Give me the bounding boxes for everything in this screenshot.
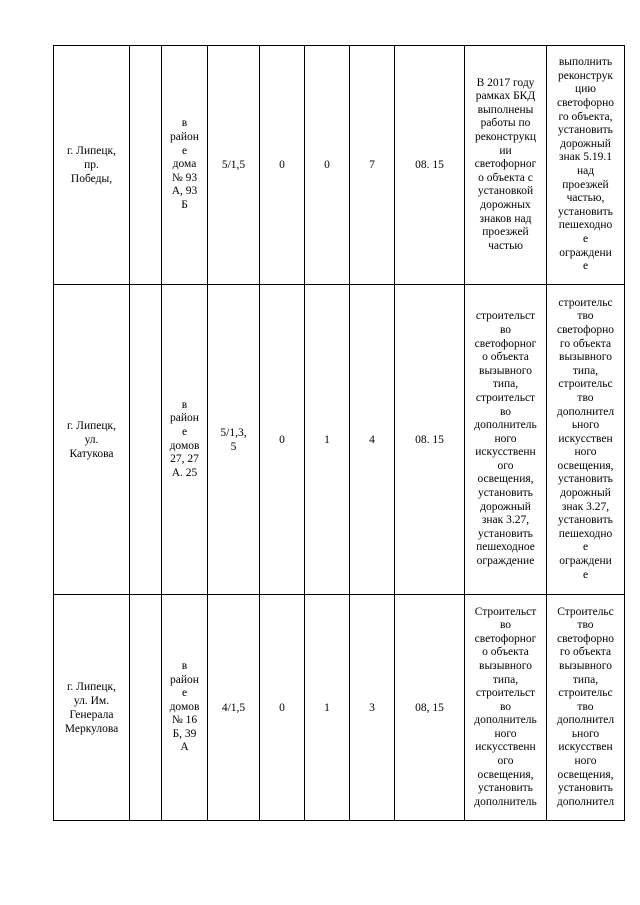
category-cell: 4/1,5	[208, 595, 260, 821]
location-cell: г. Липецк, ул. Им. Генерала Меркулова	[54, 595, 130, 821]
address-cell: в район е дома № 93 А, 93 Б	[162, 46, 208, 285]
value-cell-3: 3	[350, 595, 395, 821]
document-table	[53, 45, 625, 821]
location-cell: г. Липецк, пр. Победы,	[54, 46, 130, 285]
value-cell-1: 0	[260, 595, 305, 821]
completed-work-cell: Строительст во светофорног о объекта вызывного типа, строительст во дополнитель ного искусственн ого освещения, установить дополнитель	[465, 595, 547, 821]
category-cell: 5/1,3, 5	[208, 285, 260, 595]
value-cell-2: 0	[305, 46, 350, 285]
value-cell-3: 7	[350, 46, 395, 285]
date-cell: 08. 15	[395, 46, 465, 285]
empty-cell	[130, 595, 162, 821]
table-row	[54, 46, 625, 285]
table-row	[54, 285, 625, 595]
date-cell: 08. 15	[395, 285, 465, 595]
table-row	[54, 595, 625, 821]
address-cell: в район е домов 27, 27 А. 25	[162, 285, 208, 595]
value-cell-1: 0	[260, 46, 305, 285]
value-cell-3: 4	[350, 285, 395, 595]
required-work-cell: выполнить реконструк цию светофорно го объекта, установить дорожный знак 5.19.1 над проезжей частью, установить пешеходно е ограждени е	[547, 46, 625, 285]
address-cell: в район е домов № 16 Б, 39 А	[162, 595, 208, 821]
value-cell-2: 1	[305, 595, 350, 821]
completed-work-cell: В 2017 году рамках БКД выполнены работы по реконструкц ии светофорног о объекта с установкой дорожных знаков над проезжей частью	[465, 46, 547, 285]
completed-work-cell: строительст во светофорног о объекта вызывного типа, строительст во дополнитель ного искусственн ого освещения, установить дорожный знак 3.27, установить пешеходное ограждение	[465, 285, 547, 595]
required-work-cell: Строительс тво светофорно го объекта вызывного типа, строительс тво дополнител ьного искусствен ного освещения, установить дополнител	[547, 595, 625, 821]
empty-cell	[130, 46, 162, 285]
date-cell: 08, 15	[395, 595, 465, 821]
location-cell: г. Липецк, ул. Катукова	[54, 285, 130, 595]
required-work-cell: строительс тво светофорно го объекта вызывного типа, строительс тво дополнител ьного искусствен ного освещения, установить дорожный знак 3.27, установить пешеходно е ограждени е	[547, 285, 625, 595]
empty-cell	[130, 285, 162, 595]
value-cell-2: 1	[305, 285, 350, 595]
value-cell-1: 0	[260, 285, 305, 595]
category-cell: 5/1,5	[208, 46, 260, 285]
